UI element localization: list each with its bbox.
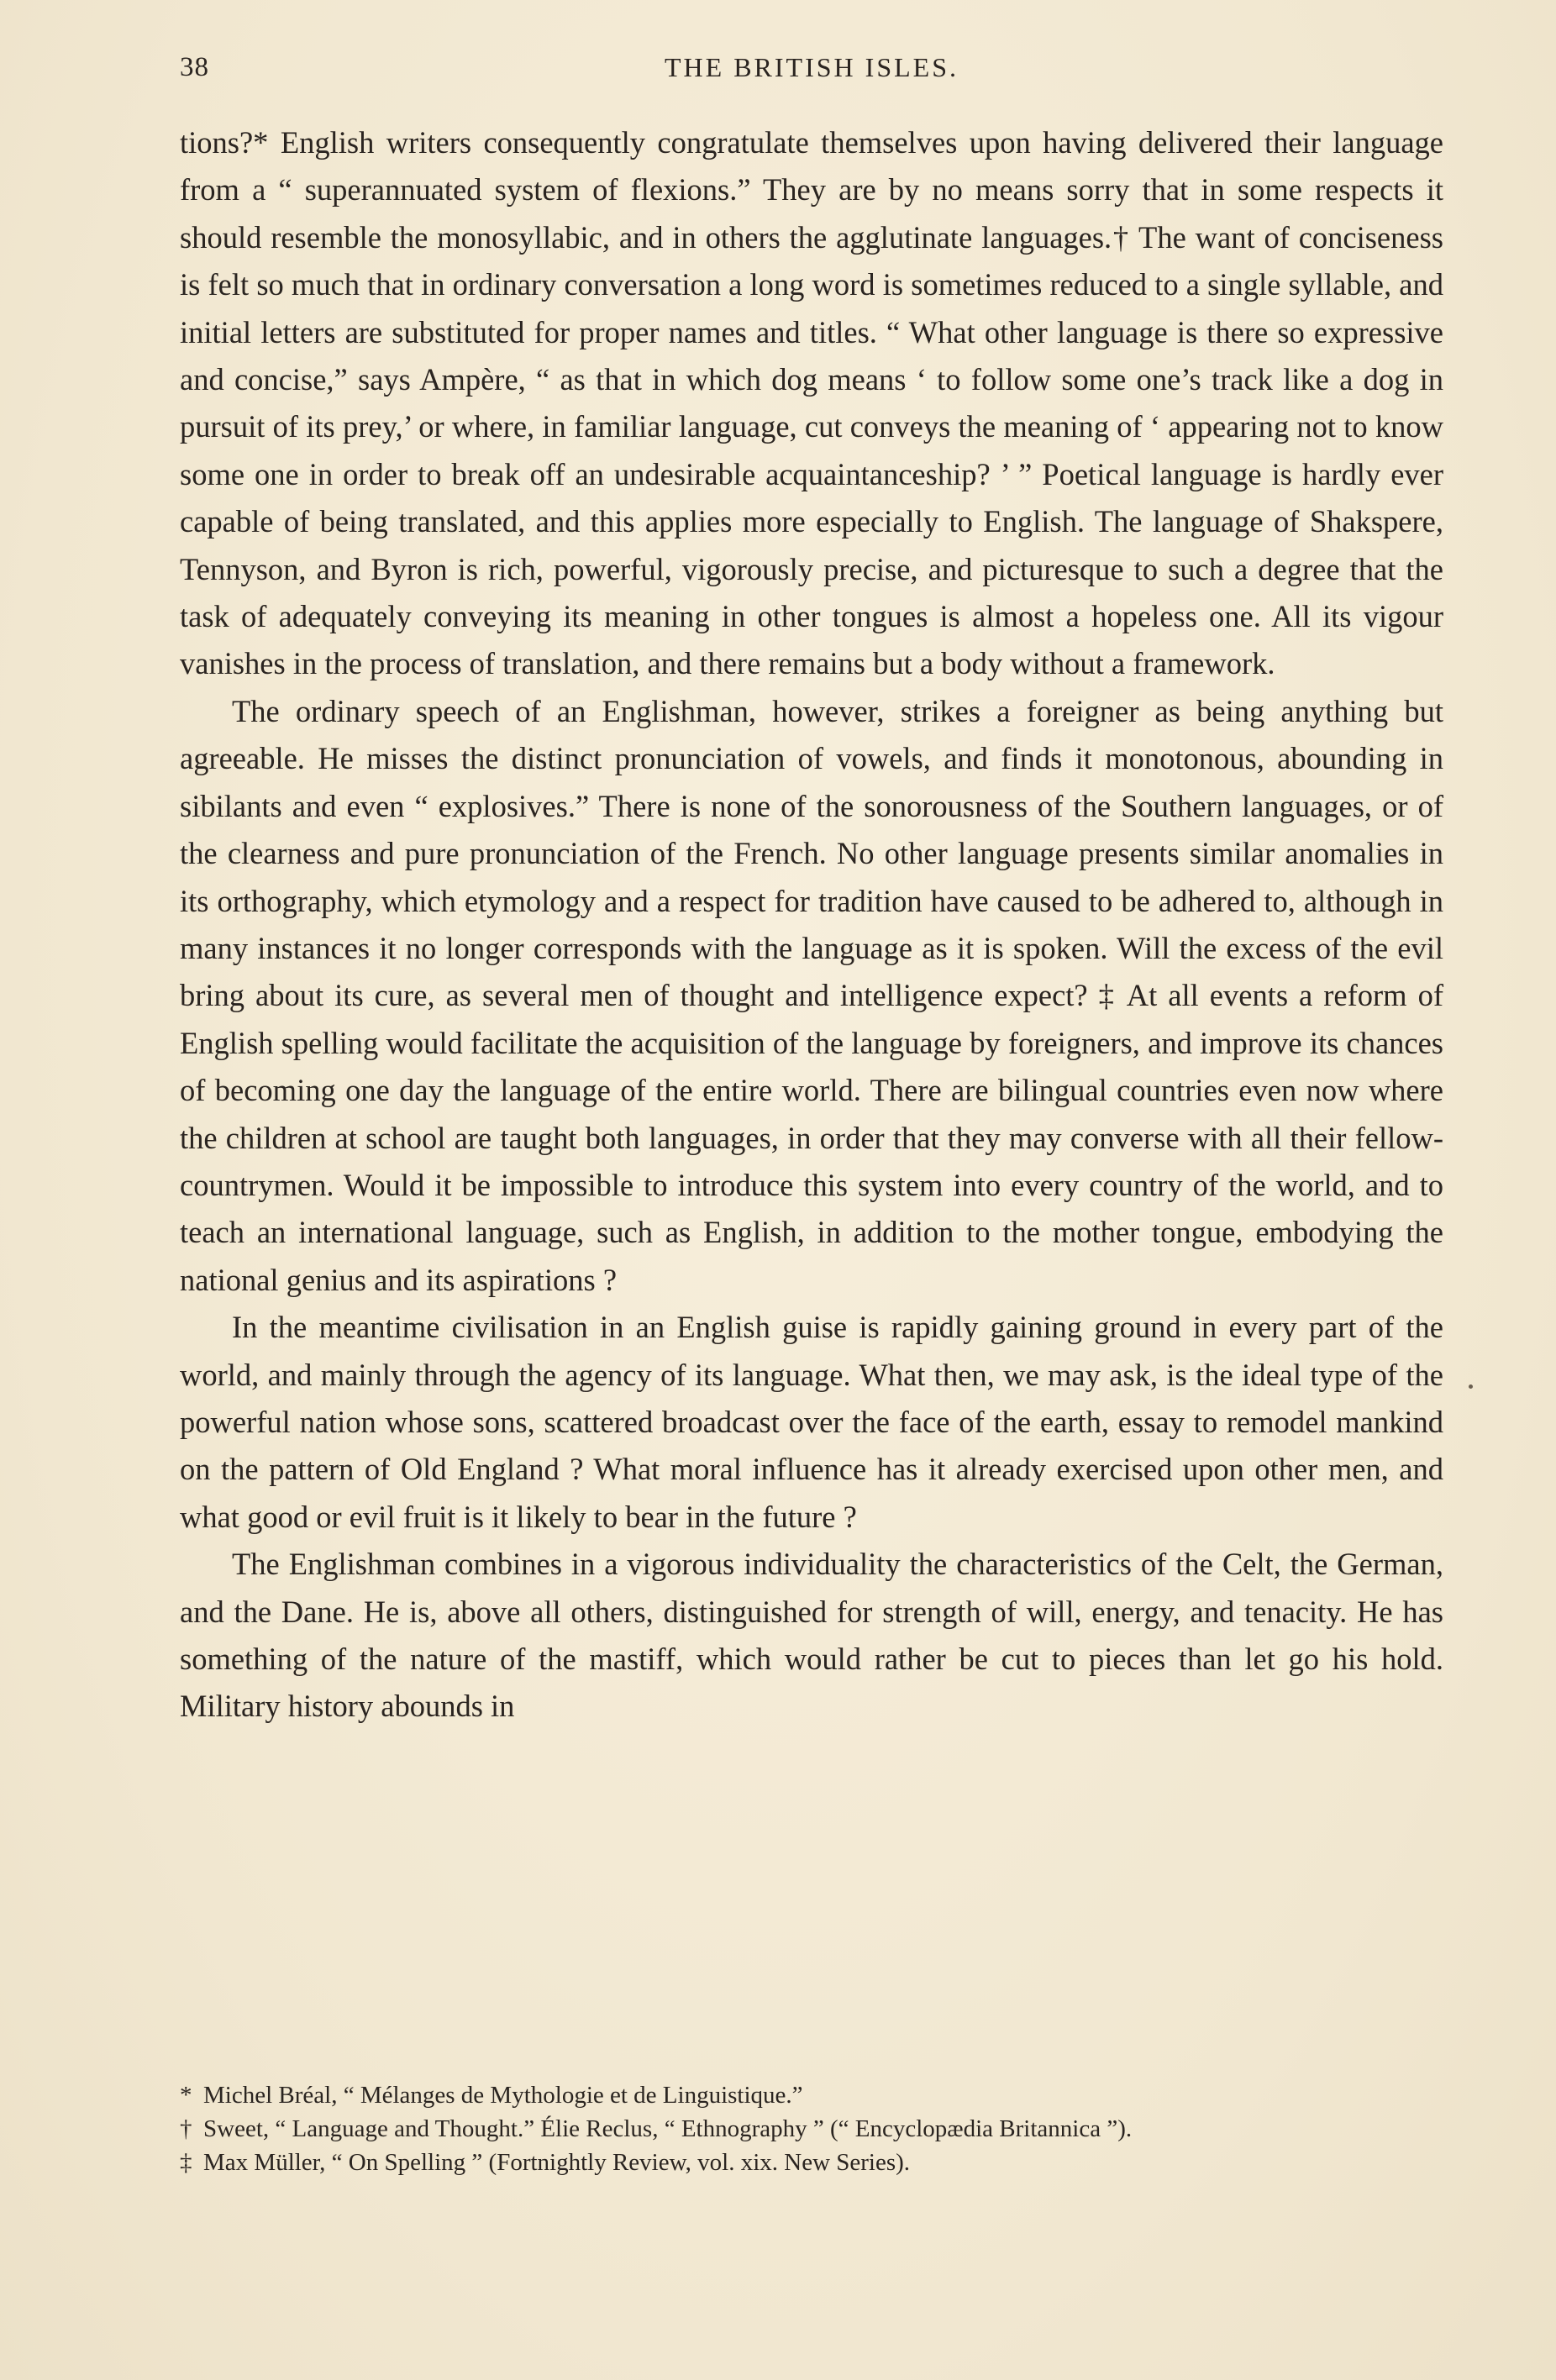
- footnote-text: Michel Bréal, “ Mélanges de Mythologie et de Linguistique.”: [203, 2082, 803, 2109]
- footnote-sweet: [180, 2113, 1443, 2145]
- paper-speck: [1469, 1384, 1473, 1389]
- page-number: 38: [180, 52, 209, 82]
- paragraph-englishman-character: The Englishman combines in a vigorous individuality the characteristics of the Celt, the German, and the Dane. He is, above all others, distinguished for strength of will, energy, and tenacity. He has something of the nature of the mastiff, which would rather be cut to pieces than let go his hold. Military history abounds in: [180, 1547, 1443, 1724]
- footnote-breal: [180, 2079, 1443, 2111]
- body-text: [180, 119, 1443, 1731]
- running-title: THE BRITISH ISLES.: [665, 52, 959, 82]
- footnote-muller: [180, 2146, 1443, 2178]
- footnote-text: Sweet, “ Language and Thought.” Élie Reclus, “ Ethnography ” (“ Encyclopædia Britannica ”).: [203, 2115, 1133, 2142]
- footnote-text: Max Müller, “ On Spelling ” (Fortnightly Review, vol. xix. New Series).: [203, 2149, 911, 2176]
- footnote-mark: ‡: [180, 2149, 192, 2176]
- footnote-mark: †: [180, 2115, 192, 2142]
- paragraph-english-speech: The ordinary speech of an Englishman, however, strikes a foreigner as being anything but agreeable. He misses the distinct pronunciation of vowels, and finds it monotonous, abounding in sibilants and even “ explosives.” There is none of the sonorousness of the Southern languages, or of the clearness and pure pronunciation of the French. No other language presents similar anomalies in its orthography, which etymology and a respect for tradition have caused to be adhered to, although in many instances it no longer corresponds with the language as it is spoken. Will the excess of the evil bring about its cure, as several men of thought and intelligence expect? ‡ At all events a reform of English spelling would facilitate the acquisition of the language by foreigners, and improve its chances of becoming one day the language of the entire world. There are bilingual countries even now where the children at school are taught both languages, in order that they may converse with all their fellow-countrymen. Would it be impossible to introduce this system into every country of the world, and to teach an international language, such as English, in addition to the mother tongue, embodying the national genius and its aspirations ?: [180, 693, 1443, 1297]
- paragraph-civilisation: In the meantime civilisation in an English guise is rapidly gaining ground in every part of the world, and mainly through the agency of its language. What then, we may ask, is the ideal type of the powerful nation whose sons, scattered broadcast over the face of the earth, essay to remodel mankind on the pattern of Old England ? What moral influence has it already exercised upon other men, and what good or evil fruit is it likely to bear in the future ?: [180, 1310, 1443, 1534]
- footnote-mark: *: [180, 2082, 192, 2109]
- running-head: [180, 52, 1443, 94]
- footnotes: [180, 2079, 1443, 2180]
- paragraph-continuation: tions?* English writers consequently congratulate themselves upon having delivered their language from a “ superannuated system of flexions.” They are by no means sorry that in some respects it should resemble the monosyllabic, and in others the agglutinate languages.† The want of conciseness is felt so much that in ordinary conversation a long word is sometimes reduced to a single syllable, and initial letters are substituted for proper names and titles. “ What other language is there so expressive and concise,” says Ampère, “ as that in which dog means ‘ to follow some one’s track like a dog in pursuit of its prey,’ or where, in familiar language, cut conveys the meaning of ‘ appearing not to know some one in order to break off an undesirable acquaintanceship? ’ ” Poetical language is hardly ever capable of being translated, and this applies more especially to English. The language of Shakspere, Tennyson, and Byron is rich, powerful, vigorously precise, and picturesque to such a degree that the task of adequately conveying its meaning in other tongues is almost a hopeless one. All its vigour vanishes in the process of translation, and there remains but a body without a framework.: [180, 125, 1443, 681]
